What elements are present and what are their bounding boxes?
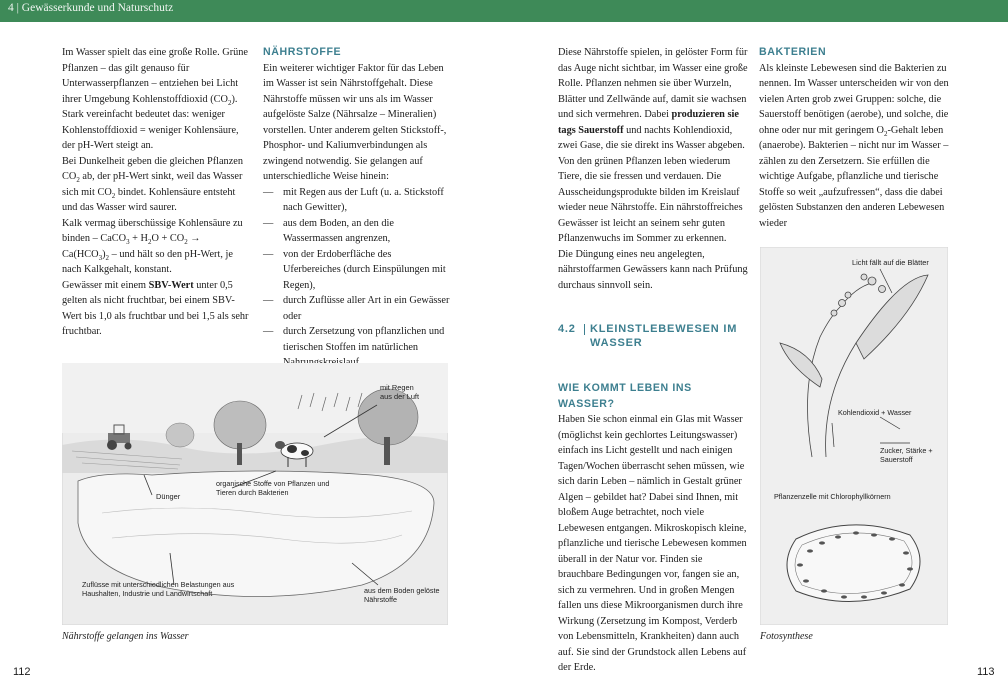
paragraph-plants: Diese Nährstoffe spielen, in gelöster Form für das Auge nicht sichtbar, im Wasser eine große Rolle. Pflanzen nehmen sie über Wurzeln, Blätter und Zellwände auf, damit sie wachsen und sich vermehren. Dabei produzieren sie tags Sauerstoff und nachts Kohlendioxid, zwei Gase, die sie direkt ins Wasser abgeben. Von den grünen Pflanzen leben wiederum Tiere, die sie fressen und verdauen. Die Ausscheidungsprodukte bilden im Kreislauf wieder neue Nährstoffe. Ein nährstoffreiches Gewässer ist leicht an seinem sehr guten Pflanzenwuchs im Sommer zu erkennen. — [558, 47, 748, 244]
list-item: — durch Zuflüsse aller Art in ein Gewässer oder — [263, 293, 451, 324]
column-bacteria — [759, 45, 949, 231]
column-plants — [558, 45, 748, 293]
list-item: — mit Regen aus der Luft (u. a. Stickstoff nach Gewitter), — [263, 185, 451, 216]
section-title: KLEINSTLEBEWESEN IM WASSER — [590, 323, 738, 349]
sbv-term: SBV-Wert — [148, 279, 194, 291]
paragraph-darkness: Bei Dunkelheit geben die gleichen Pflanzen $CO_2$ ab, der pH-Wert sinkt, weil das Wasser sich mit $CO_2$ bindet. Kohlensäure entsteht und das Wasser wird saurer. — [62, 155, 243, 213]
page-number-right: 113 — [977, 666, 995, 678]
column-nutrients — [263, 45, 451, 371]
page-number-left: 112 — [13, 666, 31, 678]
label-zelle: Pflanzenzelle mit Chlorophyllkörnern — [774, 493, 891, 501]
paragraph-nutrients-intro: Ein weiterer wichtiger Faktor für das Leben im Wasser ist sein Nährstoffgehalt. Diese Nährstoffe müssen wir uns als im Wasser aufgelöste Salze (Nährsalze – Mineralien) vorstellen. Unter anderem gelten Stickstoff-, Phosphor- und Kaliumverbindungen als zwingend notwendig. Sie gelangen auf unterschiedliche Weise hinein: — [263, 62, 447, 182]
label-kohlendioxid: Kohlendioxid + Wasser — [838, 409, 912, 417]
paragraph-bacteria: Als kleinste Lebewesen sind die Bakterien zu nennen. Im Wasser unterscheiden wir von den vielen Arten grob zwei Gruppen: solche, die Sauerstoff benötigen (aerobe), und solche, die ohne oder nur mit geringem $O_2$-Gehalt leben (anaerobe). Bakterien – nicht nur im Wasser – zählen zu den Zersetzern. Sie erfüllen die wichtige Aufgabe, pflanzliche und tierische Stoffe so weit „aufzufressen“, dass die dabei gelösten Substanzen den anderen Lebewesen wieder — [759, 62, 949, 229]
column-ph-value — [62, 45, 250, 340]
section-heading-4-2 — [558, 322, 758, 350]
caption-photosynthesis: Fotosynthese — [760, 631, 813, 642]
list-item: — durch Zersetzung von pflanzlichen und tierischen Stoffen im natürlichen — [263, 324, 451, 371]
list-item: — aus dem Boden, an den die Wassermassen angrenzen, — [263, 216, 451, 247]
label-organisch: organische Stoffe von Pflanzen und Tieren durch Bakterien — [216, 480, 330, 497]
paragraph-microorganisms: Haben Sie schon einmal ein Glas mit Wasser (möglichst kein gechlortes Leitungswasser) einfach ins Licht gestellt und nach einigen Tagen/Wochen überrascht sehen müssen, wie sich darin Leben – nämlich in Gestalt grüner Algen – gebildet hat? Dabei sind Ihnen, mit bloßem Auge betrachtet, noch viele Lebewesen entgangen. Mikroskopisch kleine, pflanzliche und tierische Lebewesen kommen überall in der Natur vor. Finden sie brauchbare Bedingungen vor, fangen sie an, sich zu vermehren. Und in großen Mengen fallen uns diese Mikroorganismen durch ihre Wirkung (Zersetzung im Kompost, Verderb von Lebensmitteln, Krankheiten) dann auch auf. Sie sind der Grundstock allen Lebens auf der Erde. — [558, 414, 747, 673]
label-regen-line: mit Regen — [380, 383, 414, 392]
column-microorganisms — [558, 381, 748, 676]
heading-bakterien: BAKTERIEN — [759, 46, 827, 58]
bold-oxygen-phrase: produzieren sie tags Sauerstoff — [558, 109, 739, 136]
nutrient-source-list — [263, 185, 451, 371]
caption-nutrients: Nährstoffe gelangen ins Wasser — [62, 631, 189, 642]
paragraph-lime: Kalk vermag überschüssige Kohlensäure zu binden – CaCO$_3$ + $H_2O + CO_2 \to Ca(HCO_3)_2$ – und hält so den pH-Wert, je nach Kalkgehalt, konstant. — [62, 217, 243, 275]
paragraph-co2: Im Wasser spielt das eine große Rolle. Grüne Pflanzen – das gilt genauso für Unterwasserpflanzen – entziehen bei Licht ihrer Umgebung Kohlenstoffdioxid $(CO_2)$. Stark vereinfacht bedeutet das: weniger Kohlenstoffdioxid = weniger Kohlensäure, der pH-Wert steigt an. — [62, 47, 248, 151]
label-zucker: Zucker, Stärke + Sauerstoff — [880, 447, 933, 464]
heading-naehrstoffe: NÄHRSTOFFE — [263, 46, 342, 58]
list-item: — von der Erdoberfläche des Uferbereiches (durch Einspülungen mit Regen), — [263, 247, 451, 294]
running-header-bar — [0, 0, 1008, 22]
section-divider — [584, 324, 585, 335]
paragraph-fertilizing: Die Düngung eines neu angelegten, nährstoffarmen Gewässers kann nach Prüfung durchaus sinnvoll sein. — [558, 248, 748, 291]
label-duenger: Dünger — [156, 492, 181, 501]
svg-text:aus der Luft: aus der Luft — [380, 392, 420, 401]
label-boden: aus dem Boden gelöste Nährstoffe — [364, 587, 440, 604]
nutrients-illustration — [62, 363, 448, 625]
running-title: 4 | Gewässerkunde und Naturschutz — [8, 2, 174, 14]
photosynthesis-illustration — [760, 247, 948, 625]
heading-leben-ins-wasser: WIE KOMMT LEBEN INS WASSER? — [558, 382, 692, 410]
label-licht: Licht fällt auf die Blätter — [852, 258, 929, 267]
section-number: 4.2 — [558, 323, 576, 335]
paragraph-sbv: Gewässer mit einem SBV-Wert unter 0,5 gelten als nicht fruchtbar, bei einem SBV-Wert bis 1,0 als fruchtbar und bei 1,5 als sehr fruchtbar. — [62, 279, 249, 337]
label-zufluesse: Zuflüsse mit unterschiedlichen Belastungen aus Haushalten, Industrie und Landwirtschaft — [82, 581, 235, 598]
plant-cell-icon — [787, 525, 920, 602]
